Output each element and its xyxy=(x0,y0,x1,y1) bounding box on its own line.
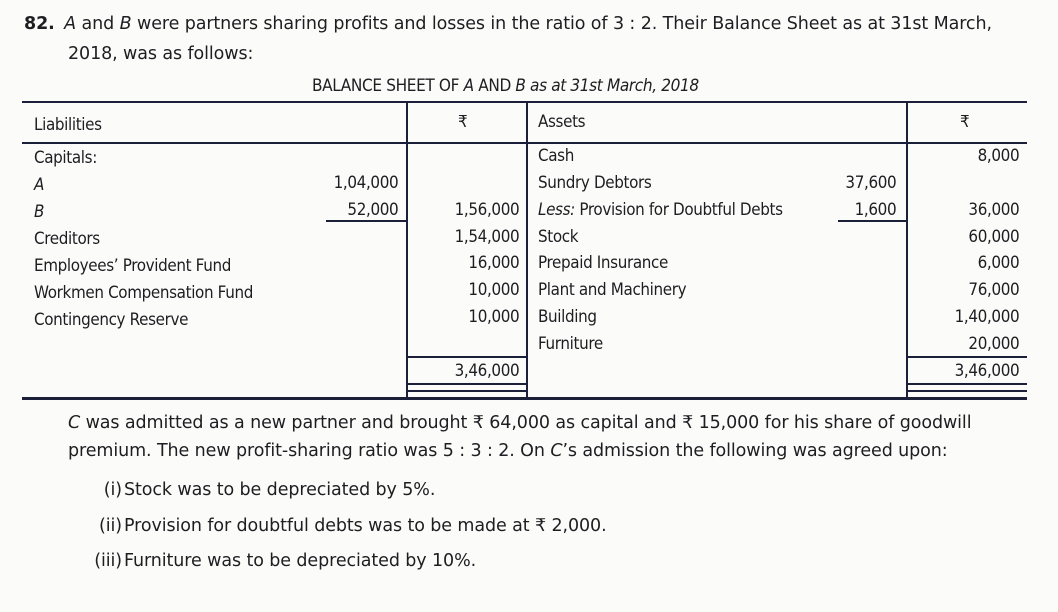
question-number: 82. xyxy=(24,14,55,34)
asset-total: 3,46,000 xyxy=(954,361,1019,380)
liab-capitals-total: 1,56,000 xyxy=(454,200,519,219)
provision-text: Provision for Doubtful Debts xyxy=(574,200,783,219)
question-text: were partners sharing profits and losses in the ratio of 3 : 2. Their Balance Sheet as at 31st March, xyxy=(131,14,992,34)
table-top-rule xyxy=(22,101,1027,103)
asset-prepaid-amount: 6,000 xyxy=(977,253,1019,272)
partner-c-2: C xyxy=(550,441,563,461)
condition-2-text: Provision for doubtful debts was to be made at ₹ 2,000. xyxy=(124,516,607,536)
partner-b: B xyxy=(119,14,132,34)
header-bottom-rule xyxy=(22,142,1027,144)
liab-total-top-rule xyxy=(406,356,527,358)
asset-net-debtors: 36,000 xyxy=(968,200,1019,219)
header-assets-amount: ₹ xyxy=(960,112,970,131)
debtors-subtotal-rule xyxy=(838,220,906,222)
liab-reserve-amount: 10,000 xyxy=(468,307,519,326)
table-bottom-rule xyxy=(22,397,1027,400)
title-part-1: BALANCE SHEET OF xyxy=(312,76,464,95)
asset-provision-label xyxy=(538,200,783,219)
liab-creditors-label: Creditors xyxy=(34,229,100,248)
balance-sheet-title xyxy=(312,76,699,95)
partner-c: C xyxy=(68,413,81,433)
question-text-and: and xyxy=(76,14,120,34)
liab-capital-b-label: B xyxy=(34,202,45,221)
liab-creditors-amount: 1,54,000 xyxy=(454,227,519,246)
liab-epf-amount: 16,000 xyxy=(468,253,519,272)
asset-prepaid-label: Prepaid Insurance xyxy=(538,253,668,272)
condition-2-number: (ii) xyxy=(99,516,122,536)
column-divider-liab-amount xyxy=(406,102,408,398)
liab-capital-b-amount: 52,000 xyxy=(347,200,398,219)
column-divider-center xyxy=(526,102,528,398)
asset-total-double-rule-1 xyxy=(906,383,1027,385)
title-b: B xyxy=(515,76,526,95)
asset-furniture-amount: 20,000 xyxy=(968,334,1019,353)
liab-total: 3,46,000 xyxy=(454,361,519,380)
liab-capital-a-label: A xyxy=(34,175,45,194)
asset-total-top-rule xyxy=(906,356,1027,358)
liab-capital-a-amount: 1,04,000 xyxy=(333,173,398,192)
less-label: Less: xyxy=(538,200,575,219)
liab-wcf-amount: 10,000 xyxy=(468,280,519,299)
liab-reserve-label: Contingency Reserve xyxy=(34,310,189,329)
admission-text-2b: ’s admission the following was agreed upon: xyxy=(562,441,948,461)
title-part-3: as at 31st March, 2018 xyxy=(525,76,699,95)
column-divider-asset-amount xyxy=(906,102,908,398)
header-liabilities-amount: ₹ xyxy=(458,112,468,131)
asset-building-amount: 1,40,000 xyxy=(954,307,1019,326)
asset-furniture-label: Furniture xyxy=(538,334,603,353)
admission-text-1: was admitted as a new partner and brought ₹ 64,000 as capital and ₹ 15,000 for his share of goodwill xyxy=(80,413,972,433)
title-part-2: AND xyxy=(473,76,516,95)
asset-debtors-amount: 37,600 xyxy=(845,173,896,192)
asset-building-label: Building xyxy=(538,307,597,326)
capital-subtotal-rule xyxy=(326,220,406,222)
admission-text-2a: premium. The new profit-sharing ratio was 5 : 3 : 2. On xyxy=(68,441,551,461)
partner-a: A xyxy=(64,14,77,34)
asset-plant-amount: 76,000 xyxy=(968,280,1019,299)
question-line-1 xyxy=(24,14,992,34)
liab-total-double-rule-1 xyxy=(406,383,527,385)
header-liabilities: Liabilities xyxy=(34,115,102,134)
title-a: A xyxy=(463,76,474,95)
condition-3-number: (iii) xyxy=(94,551,122,571)
condition-3-text: Furniture was to be depreciated by 10%. xyxy=(124,551,477,571)
asset-plant-label: Plant and Machinery xyxy=(538,280,687,299)
liab-total-double-rule-2 xyxy=(406,390,527,392)
liab-capitals-label: Capitals: xyxy=(34,148,97,167)
asset-provision-amount: 1,600 xyxy=(854,200,896,219)
asset-cash-label: Cash xyxy=(538,146,574,165)
asset-stock-amount: 60,000 xyxy=(968,227,1019,246)
header-assets: Assets xyxy=(538,112,586,131)
admission-line-2 xyxy=(68,441,948,461)
condition-1-text: Stock was to be depreciated by 5%. xyxy=(124,480,436,500)
asset-total-double-rule-2 xyxy=(906,390,1027,392)
liab-epf-label: Employees’ Provident Fund xyxy=(34,256,231,275)
liab-wcf-label: Workmen Compensation Fund xyxy=(34,283,253,302)
asset-stock-label: Stock xyxy=(538,227,579,246)
question-line-2: 2018, was as follows: xyxy=(68,44,254,64)
asset-debtors-label: Sundry Debtors xyxy=(538,173,652,192)
asset-cash-amount: 8,000 xyxy=(977,146,1019,165)
admission-line-1 xyxy=(68,413,971,433)
condition-1-number: (i) xyxy=(103,480,122,500)
